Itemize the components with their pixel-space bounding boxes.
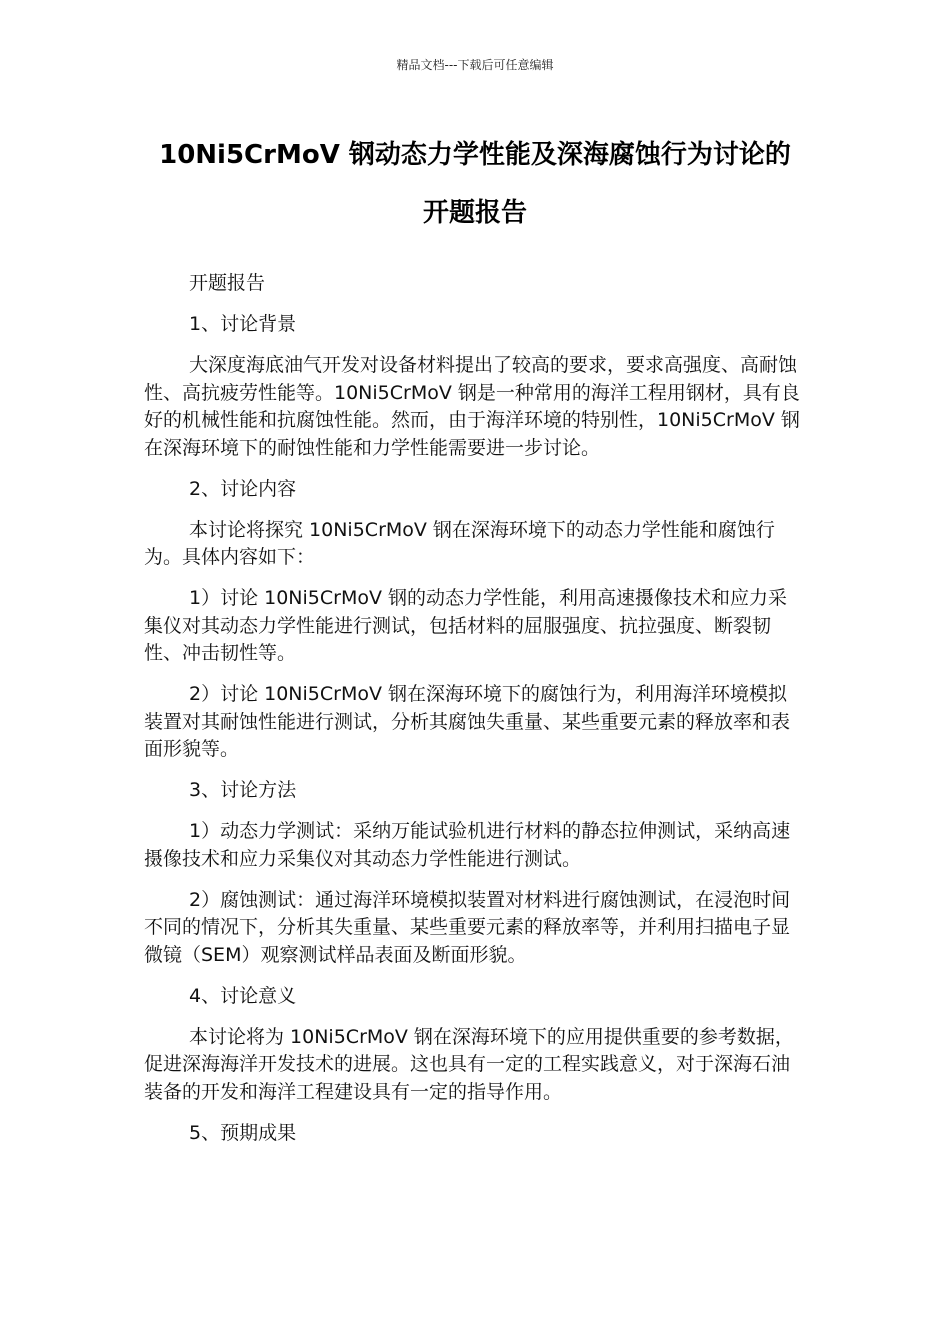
document-body: [144, 270, 806, 1147]
paragraph-content-item-2: 2）讨论 10Ni5CrMoV 钢在深海环境下的腐蚀行为，利用海洋环境模拟装置对其耐蚀性能进行测试，分析其腐蚀失重量、某些重要元素的释放率和表面形貌等。: [144, 683, 791, 760]
paragraph-method-2: 2）腐蚀测试：通过海洋环境模拟装置对材料进行腐蚀测试，在浸泡时间不同的情况下，分析其失重量、某些重要元素的释放率等，并利用扫描电子显微镜（SEM）观察测试样品表面及断面形貌。: [144, 888, 791, 966]
document-title-line-2: 开题报告: [422, 198, 527, 228]
paragraph-content-item-1: 1）讨论 10Ni5CrMoV 钢的动态力学性能，利用高速摄像技术和应力采集仪对其动态力学性能进行测试，包括材料的屈服强度、抗拉强度、断裂韧性、冲击韧性等。: [144, 587, 788, 664]
section-heading-expected-results: 5、预期成果: [189, 1121, 297, 1144]
paragraph-significance: 本讨论将为 10Ni5CrMoV 钢在深海环境下的应用提供重要的参考数据，促进深海海洋开发技术的进展。这也具有一定的工程实践意义，对于深海石油装备的开发和海洋工程建设具有一定的指导作用。: [144, 1025, 794, 1103]
header-note: 精品文档---下载后可任意编辑: [396, 58, 554, 72]
paragraph-method-1: 1）动态力学测试：采纳万能试验机进行材料的静态拉伸测试，采纳高速摄像技术和应力采集仪对其动态力学性能进行测试。: [144, 820, 791, 870]
paragraph-background: 大深度海底油气开发对设备材料提出了较高的要求，要求高强度、高耐蚀性、高抗疲劳性能等。10Ni5CrMoV 钢是一种常用的海洋工程用钢材，具有良好的机械性能和抗腐蚀性能。然而，由于海洋环境的特别性，10Ni5CrMoV 钢在深海环境下的耐蚀性能和力学性能需要进一步讨论。: [144, 354, 800, 459]
section-heading-background: 1、讨论背景: [189, 313, 297, 335]
document-title-line-1: 10Ni5CrMoV 钢动态力学性能及深海腐蚀行为讨论的: [159, 140, 791, 170]
section-heading-significance: 4、讨论意义: [189, 984, 297, 1007]
section-heading-content: 2、讨论内容: [189, 477, 297, 500]
section-heading-methods: 3、讨论方法: [189, 779, 297, 801]
paragraph-report-label: 开题报告: [189, 272, 266, 294]
paragraph-content-intro: 本讨论将探究 10Ni5CrMoV 钢在深海环境下的动态力学性能和腐蚀行为。具体内容如下：: [144, 518, 775, 568]
